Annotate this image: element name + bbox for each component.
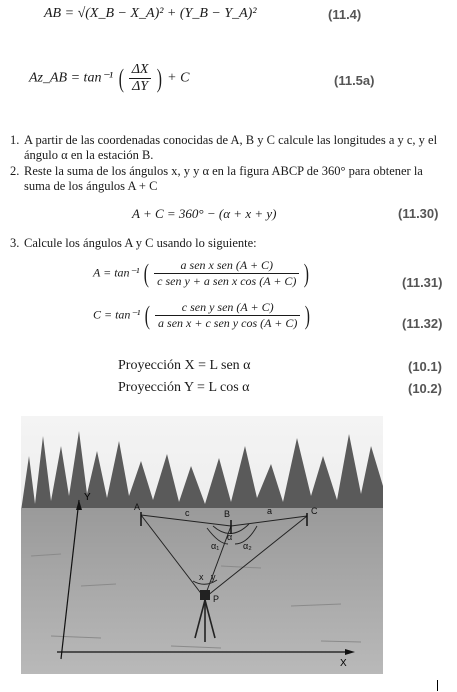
step-3-number: 3.: [10, 236, 20, 250]
eq-11-31-lhs: A = tan⁻¹: [93, 265, 140, 280]
point-B-label: B: [224, 509, 231, 519]
eq-11-31-denominator: c sen y + a sen x cos (A + C): [157, 274, 297, 288]
equation-11-31: [93, 258, 311, 289]
x-axis-label: X: [340, 658, 347, 669]
angle-x-label: x: [199, 572, 204, 582]
step-2: [10, 164, 450, 194]
point-A-label: A: [134, 502, 141, 512]
side-c-label: c: [185, 508, 190, 518]
eq-11-32-lhs: C = tan⁻¹: [93, 307, 141, 322]
eq-11-4-number: (11.4): [328, 7, 362, 22]
text-cursor-mark: [437, 680, 438, 691]
eq-11-4-lhs: AB =: [44, 6, 75, 21]
eq-11-5a-tail: + C: [167, 70, 190, 86]
equation-11-30: A + C = 360° − (α + x + y): [132, 206, 277, 221]
left-paren: (: [144, 258, 150, 288]
eq-11-32-denominator: a sen x + c sen y cos (A + C): [158, 316, 298, 330]
right-paren: ): [304, 258, 310, 288]
step-1-text: A partir de las coordenadas conocidas de A, B y C calcule las longitudes a y c, y el ángulo α en la estación B.: [24, 133, 438, 162]
eq-11-31-fraction: [154, 258, 299, 289]
point-P-label: P: [213, 594, 220, 604]
angle-alpha1-label: α₁: [211, 541, 220, 551]
equation-10-2: Proyección Y = L cos α: [118, 380, 250, 395]
survey-photo-figure: [21, 416, 383, 674]
step-2-text: Reste la suma de los ángulos x, y y α en la figura ABCP de 360° para obtener la suma de los ángulos A + C: [24, 164, 423, 193]
step-1-number: 1.: [10, 133, 20, 147]
angle-y-label: y: [211, 572, 216, 582]
eq-11-32-numerator: c sen y sen (A + C): [155, 300, 300, 316]
eq-10-1-number: (10.1): [408, 359, 442, 374]
equation-11-4: [44, 6, 257, 22]
step-3-text: Calcule los ángulos A y C usando lo siguiente:: [24, 236, 257, 250]
survey-diagram: [21, 416, 383, 674]
eq-11-5a-numerator: ΔX: [129, 62, 152, 79]
eq-11-31-numerator: a sen x sen (A + C): [154, 258, 299, 274]
right-paren: ): [156, 63, 162, 93]
step-1: [10, 133, 450, 163]
eq-11-31-number: (11.31): [402, 275, 443, 290]
left-paren: (: [118, 63, 124, 93]
step-3: [10, 236, 450, 251]
eq-11-32-fraction: [155, 300, 300, 331]
eq-11-5a-denominator: ΔY: [132, 79, 149, 94]
equation-11-5a: [29, 62, 189, 95]
eq-11-5a-fraction: [129, 62, 152, 95]
point-C-label: C: [311, 506, 318, 516]
side-a-label: a: [267, 506, 273, 516]
left-paren: (: [145, 300, 151, 330]
eq-11-5a-number: (11.5a): [334, 73, 375, 88]
eq-11-4-rhs: √(X_B − X_A)² + (Y_B − Y_A)²: [77, 6, 257, 21]
angle-alpha2-label: α₂: [243, 541, 252, 551]
eq-11-32-number: (11.32): [402, 316, 443, 331]
step-2-number: 2.: [10, 164, 20, 178]
eq-11-30-number: (11.30): [398, 206, 439, 221]
angle-alpha-label: α: [227, 532, 233, 542]
eq-11-5a-lhs: Az_AB = tan⁻¹: [29, 70, 114, 86]
equation-10-1: Proyección X = L sen α: [118, 358, 251, 373]
right-paren: ): [305, 300, 311, 330]
y-axis-label: Y: [84, 492, 91, 503]
eq-10-2-number: (10.2): [408, 381, 442, 396]
equation-11-32: [93, 300, 312, 331]
